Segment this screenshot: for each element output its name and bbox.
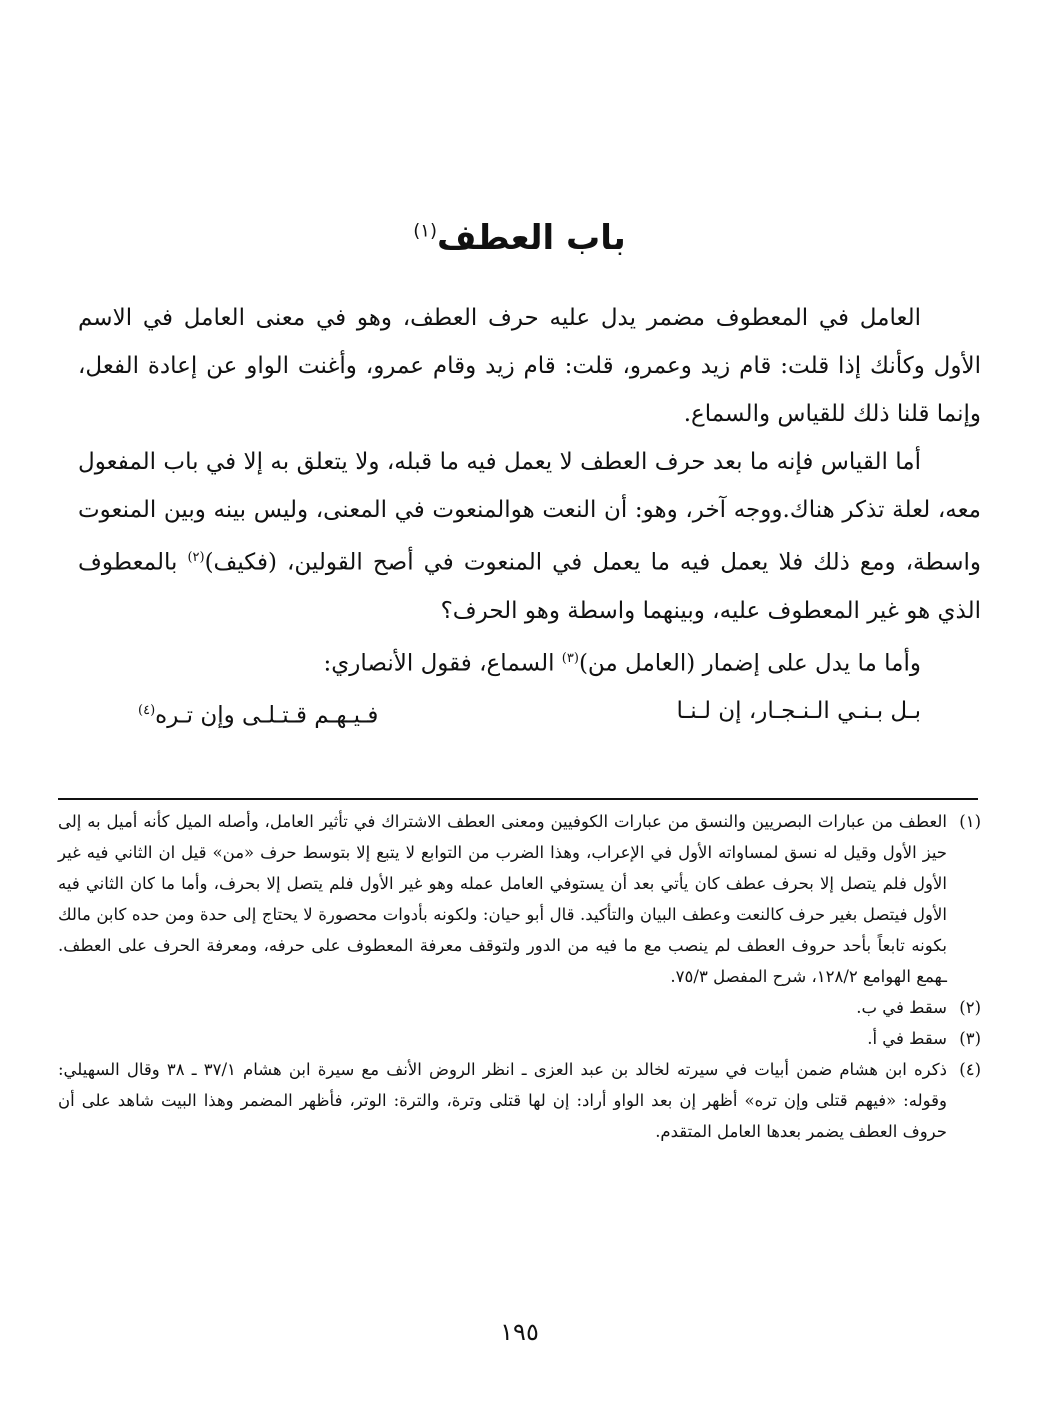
footnote-ref-3: (٣) [561,650,579,666]
footnote-3-text: سقط في أ. [867,1029,947,1048]
paragraph-1: العامل في المعطوف مضمر يدل عليه حرف العطف، وهو في معنى العامل في الاسم الأول وكأنك إذا قلت: قام زيد وعمرو، قلت: قام زيد وقام عمرو، وأغنت الواو عن إعادة الفعل، وإنما قلنا ذلك للقياس والسماع. [78,305,981,427]
footnote-2-text: سقط في ب. [856,998,947,1017]
paragraph-3-part-a: وأما ما يدل على إضمار (العامل من) [578,650,921,677]
footnote-4-number: (٤) [959,1060,981,1079]
paragraph-2-part-a: أما القياس فإنه ما بعد حرف العطف لا يعمل فيه ما قبله، ولا يتعلق به إلا في باب المفعول معه، لعلة تذكر هناك.ووجه آخر، وهو: أن النعت هوالمنعوت في المعنى، وليس بينه وبين المنعوت واسطة، ومع ذلك فلا يعمل فيه ما يعمل في المنعوت في أصح القولين، (فكيف) [78,449,981,576]
verse-second-text: فـيـهـم قـتـلـى وإن تـره [155,702,379,729]
paragraph-2-part-b: بالمعطوف الذي هو غير المعطوف عليه، وبينهما واسطة وهو الحرف؟ [78,549,981,624]
paragraph-3-part-b: السماع، فقول الأنصاري: [323,650,562,677]
footnote-ref-2: (٢) [187,550,205,565]
paragraph-2 [78,438,981,635]
chapter-title-text: باب العطف [436,218,626,258]
footnote-1-number: (١) [959,812,981,831]
footnote-separator [58,798,978,800]
footnote-2 [58,992,981,1023]
main-text [78,294,981,740]
footnote-1 [58,806,981,992]
footnote-1-text: العطف من عبارات البصريين والنسق من عبارات الكوفيين ومعنى العطف الاشتراك في تأثير العامل، وأصله الميل كأنه أميل به إلى حيز الأول وقيل له نسق لمساواته الأول في الإعراب، وهذا الضرب من التوابع لا يتبع إلا بتوسط حرف «من» قيل ان الثاني فيه غير الأول فلم يتصل إلا بحرف عطف كان يأتي بعد أن يستوفي العامل عمله وهو غير الأول فلم يتصل إلا بحرف، وأما ما كان الثاني فيه الأول فيتصل بغير حرف كالنعت وعطف البيان والتأكيد. قال أبو حيان: ولكونه بأدوات محصورة لا يحتاج إلى حدة ومن حده كابن مالك بكونه تابعاً بأحد حروف العطف لم ينصب مع ما فيه من الدور ولتوقف معرفة المعطوف على حرفه، ومعرفة الحرف على العطف. ـهمع الهوامع ١٢٨/٢، شرح المفصل ٧٥/٣. [58,812,947,986]
chapter-title [0,218,1039,258]
footnote-3-number: (٣) [959,1029,981,1048]
footnote-ref-4: (٤) [138,703,156,719]
footnote-3 [58,1023,981,1054]
verse-second-hemistich [138,687,378,740]
page-number: ١٩٥ [500,1318,539,1346]
verse-first-hemistich: بـل بـنـي الـنـجـار، إن لـنـا [676,698,921,725]
footnotes [58,806,981,1147]
poetry-verse [78,687,981,740]
footnote-2-number: (٢) [959,998,981,1017]
footnote-4 [58,1054,981,1147]
footnote-ref-1: (١) [413,220,437,242]
footnote-4-text: ذكره ابن هشام ضمن أبيات في سيرته لخالد بن عبد العزى ـ انظر الروض الأنف مع سيرة ابن هشام ٣٧/١ ـ ٣٨ وقال السهيلي: وقوله: «فيهم قتلى وإن تره» أظهر إن بعد الواو أراد: إن لها قتلى وترة، والترة: الوتر، فأظهر المضمر وهذا البيت شاهد على أن حروف العطف يضمر بعدها العامل المتقدم. [58,1060,947,1141]
paragraph-3 [78,635,981,688]
